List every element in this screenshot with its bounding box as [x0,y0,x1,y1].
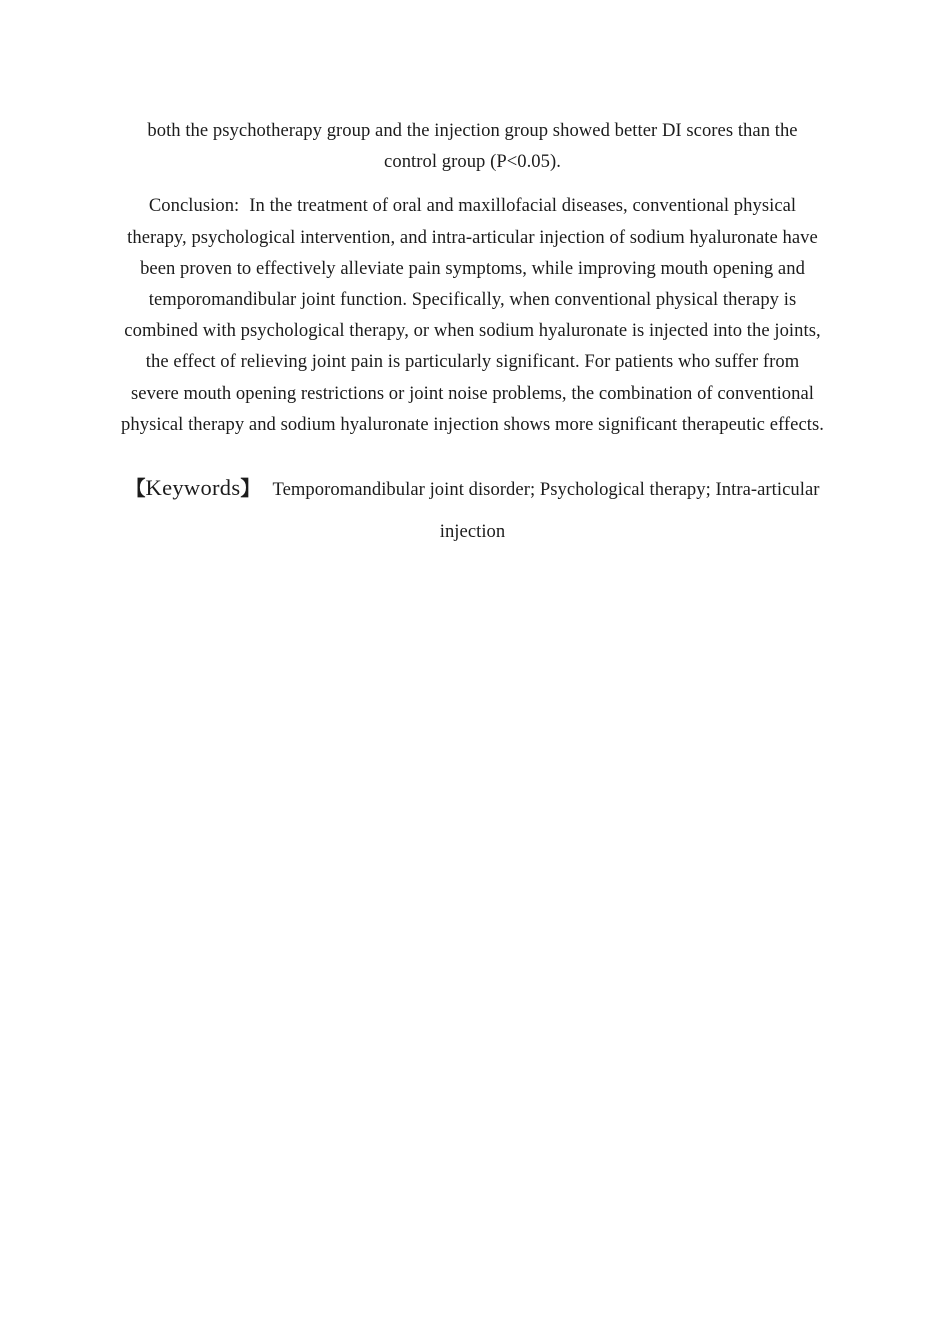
keywords-paragraph [120,467,825,553]
keywords-close-bracket: 】 [240,476,261,501]
conclusion-label: Conclusion: [148,195,240,217]
conclusion-text: In the treatment of oral and maxillofacial diseases, conventional physical therapy, psychological intervention, and intra-articular injection of sodium hyaluronate have been proven to effectively alleviate pain symptoms, while improving mouth opening and temporomandibular joint function. Specifically, when conventional physical therapy is combined with psychological therapy, or when sodium hyaluronate is injected into the joints, the effect of relieving joint pain is particularly significant. For patients who suffer from severe mouth opening restrictions or joint noise problems, the combination of conventional physical therapy and sodium hyaluronate injection shows more significant therapeutic effects. [121,195,824,435]
abstract-section [120,115,825,553]
conclusion-paragraph [120,190,825,440]
keywords-label: Keywords [145,475,241,501]
keywords-text: Temporomandibular joint disorder; Psychological therapy; Intra-articular injection [272,479,820,543]
results-paragraph [120,115,825,177]
results-text: both the psychotherapy group and the injection group showed better DI scores than the control group (P<0.05). [147,120,798,173]
keywords-open-bracket: 【 [125,476,146,501]
